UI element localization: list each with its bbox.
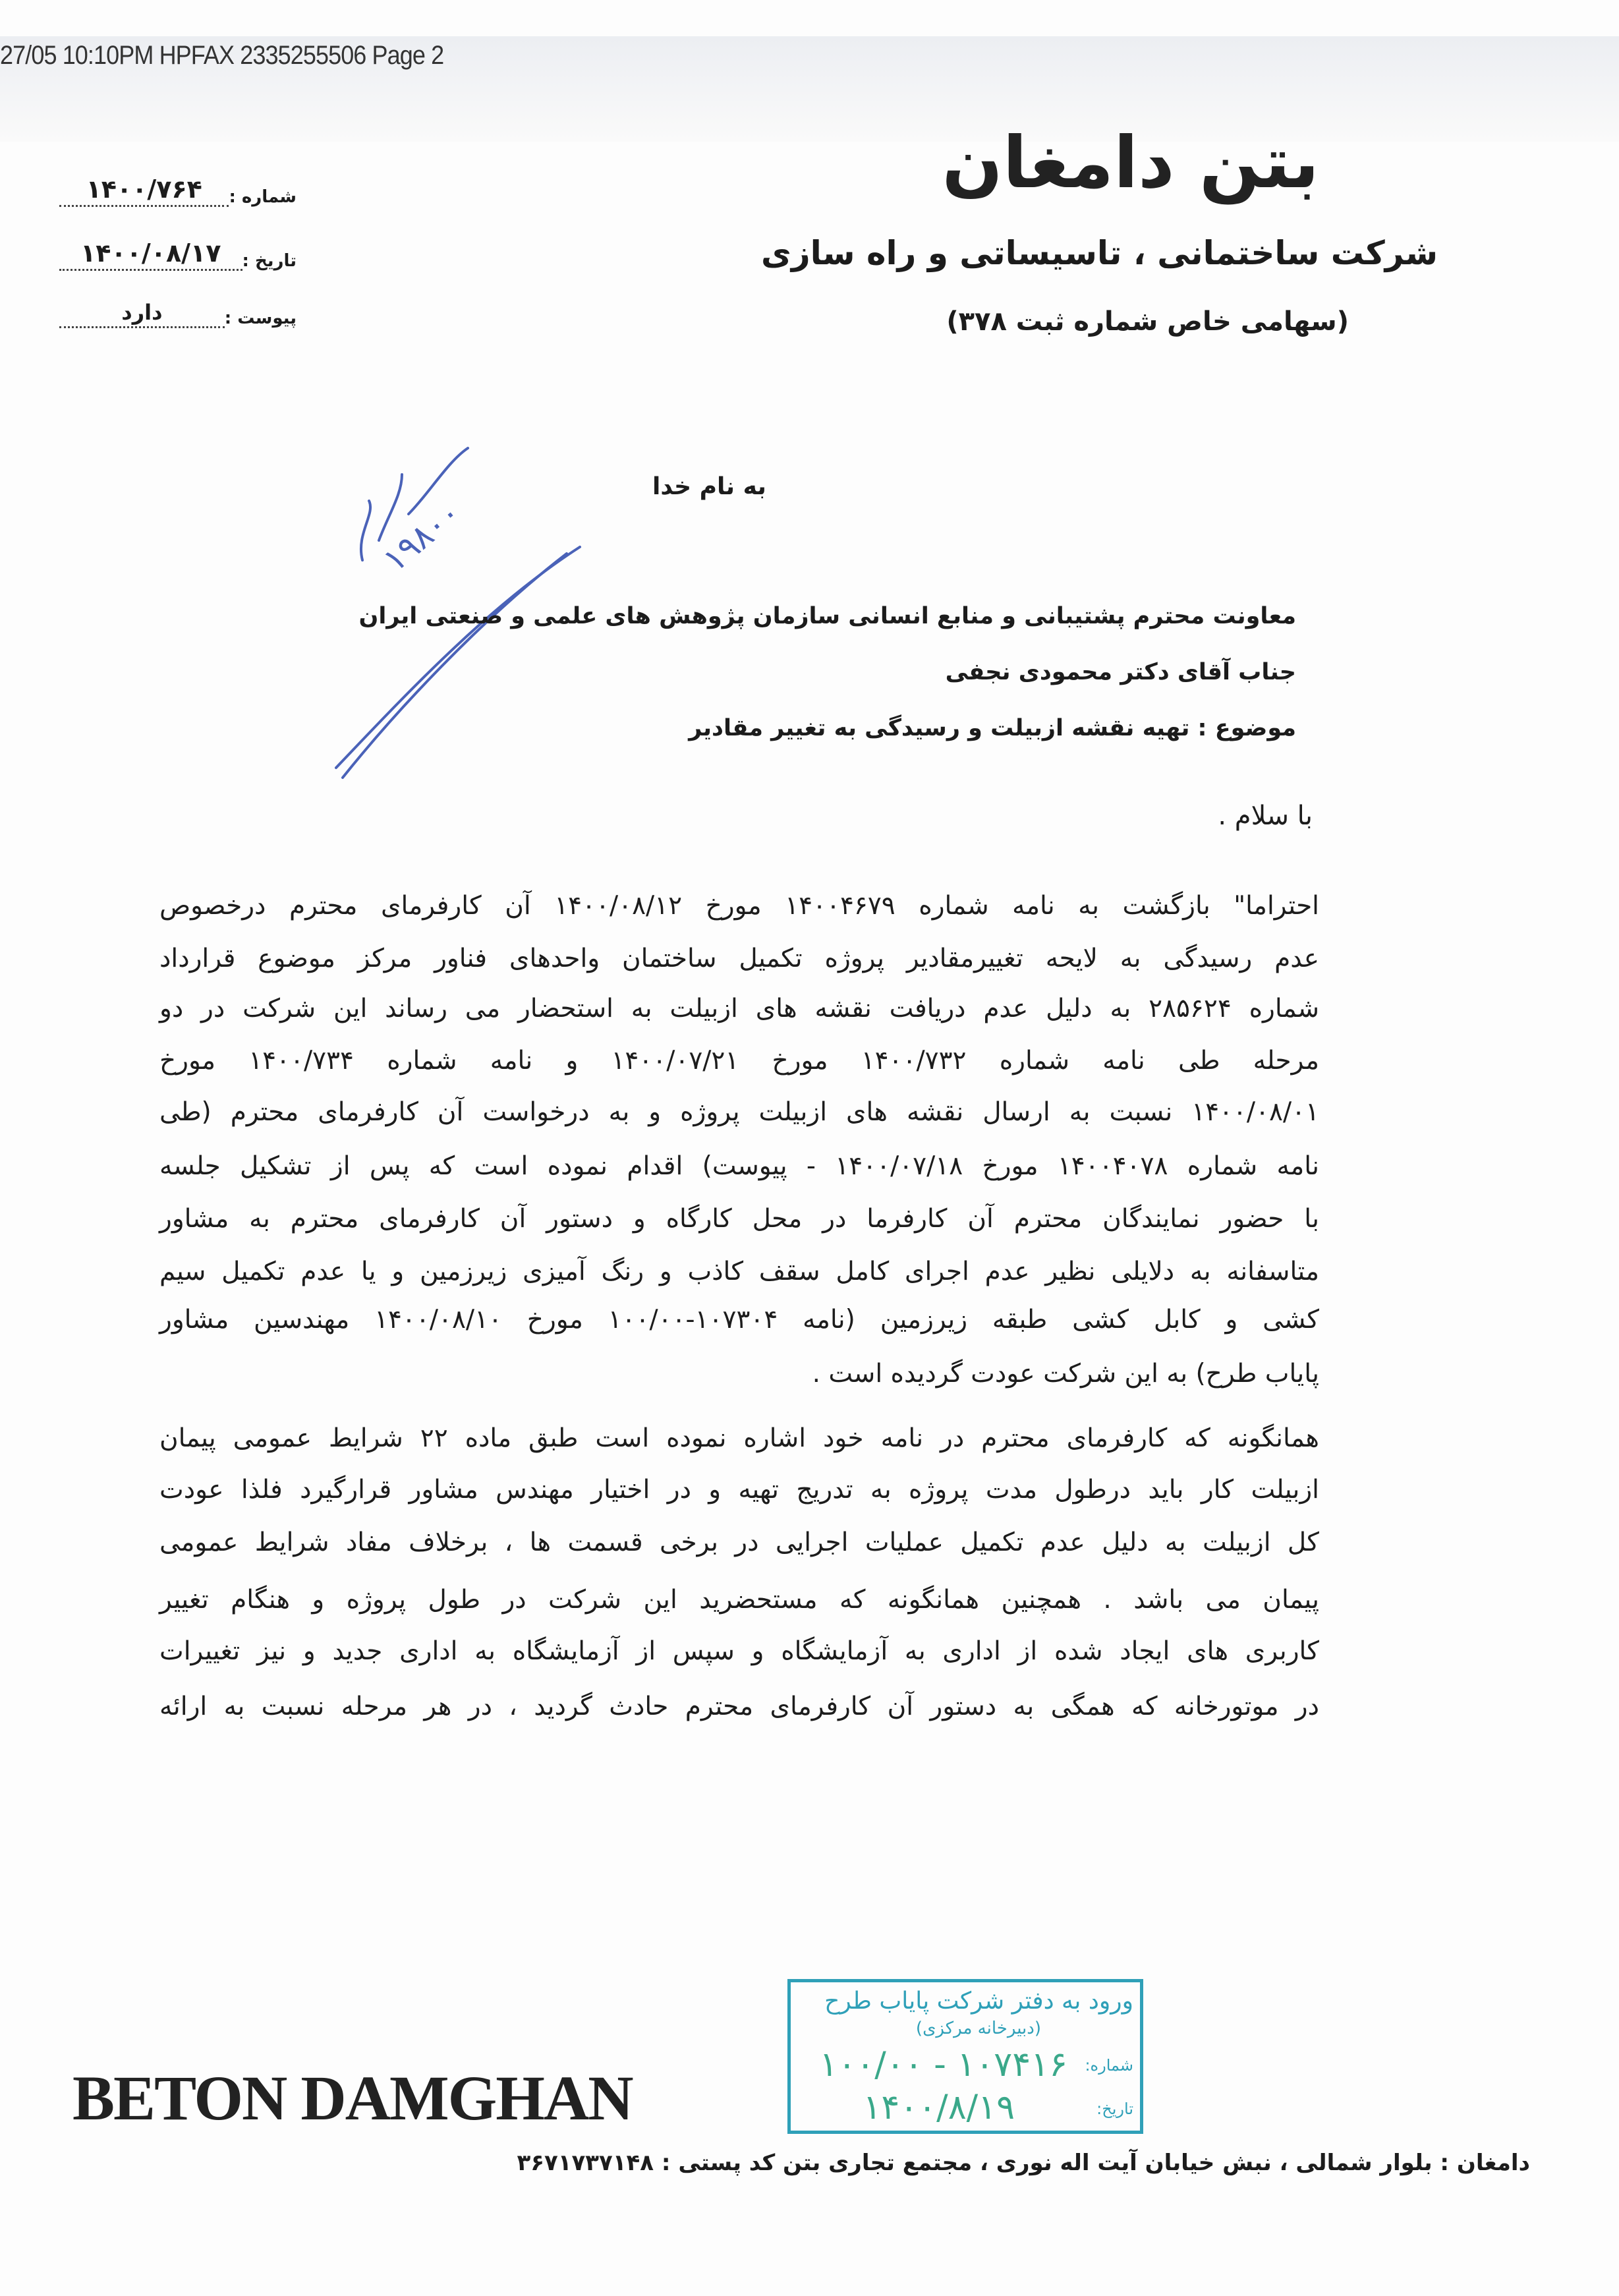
attachment-label: پیوست :	[224, 308, 297, 328]
subject-line: موضوع : تهیه نقشه ازبیلت و رسیدگی به تغییر مقادیر	[689, 715, 1296, 741]
stamp-number-label: شماره:	[1085, 2056, 1133, 2075]
bismillah: به نام خدا	[652, 473, 766, 500]
date-value: ۱۴۰۰/۰۸/۱۷	[59, 239, 242, 271]
stamp-date-label: تاریخ:	[1096, 2100, 1133, 2118]
body-line: با حضور نمایندگان محترم آن کارفرما در محل کارگاه و دستور آن کارفرمای محترم به مشاور	[159, 1204, 1319, 1234]
body-line: در موتورخانه که همگی به دستور آن کارفرمای محترم حادث گردید ، در هر مرحله نسبت به ارائه	[159, 1692, 1319, 1721]
addressee-line1: معاونت محترم پشتیبانی و منابع انسانی سازمان پژوهش های علمی و صنعتی ایران	[358, 603, 1296, 629]
date-label: تاریخ :	[242, 251, 297, 271]
attachment-value: دارد	[59, 300, 225, 328]
footer-brand: BETON DAMGHAN	[72, 2063, 633, 2133]
letter-attachment	[59, 300, 297, 328]
letterhead-title: بتن دامغان	[942, 122, 1319, 204]
fax-header: 27/05 10:10PM HPFAX 2335255506 Page 2	[0, 41, 444, 70]
letterhead-company: شرکت ساختمانی ، تاسیساتی و راه سازی	[761, 234, 1438, 272]
body-line: متاسفانه به دلایلی نظیر عدم اجرای کامل سقف کاذب و رنگ آمیزی زیرزمین و یا عدم تکمیل سیم	[159, 1257, 1319, 1286]
body-line: کشی و کابل کشی طبقه زیرزمین (نامه ۱۰۷۳۰۴-۱۰۰/۰۰ مورخ ۱۴۰۰/۰۸/۱۰ مهندسین مشاور	[159, 1305, 1319, 1335]
addressee-line2: جناب آقای دکتر محمودی نجفی	[945, 659, 1296, 685]
letterhead-registration: (سهامی خاص شماره ثبت ۳۷۸)	[946, 306, 1349, 337]
body-line: همانگونه که کارفرمای محترم در نامه خود اشاره نموده است طبق ماده ۲۲ شرایط عمومی پیمان	[159, 1423, 1319, 1453]
body-line: پایاب طرح) به این شرکت عودت گردیده است .	[812, 1359, 1319, 1389]
stamp-subtitle: (دبیرخانه مرکزی)	[915, 2019, 1041, 2038]
handwritten-note: ۱۹۸۰۰	[376, 493, 469, 580]
greeting: با سلام .	[1218, 801, 1313, 831]
letter-number	[59, 175, 297, 207]
body-line: نامه شماره ۱۴۰۰۴۰۷۸ مورخ ۱۴۰۰/۰۷/۱۸ - پیوست) اقدام نموده است که پس از تشکیل جلسه	[159, 1151, 1319, 1181]
body-line: ۱۴۰۰/۰۸/۰۱ نسبت به ارسال نقشه های ازبیلت پروژه و به درخواست آن کارفرمای محترم (طی	[159, 1097, 1319, 1127]
stamp-title: ورود به دفتر شرکت پایاب طرح	[824, 1988, 1133, 2015]
receipt-stamp	[787, 1979, 1143, 2134]
letter-date	[59, 239, 297, 271]
footer-address: دامغان : بلوار شمالی ، نبش خیابان آیت اله نوری ، مجتمع تجاری بتن کد پستی : ۳۶۷۱۷۳۷۱۴۸	[517, 2150, 1530, 2176]
number-value: ۱۴۰۰/۷۶۴	[59, 175, 229, 207]
number-label: شماره :	[229, 187, 297, 207]
body-line: احتراما" بازگشت به نامه شماره ۱۴۰۰۴۶۷۹ مورخ ۱۴۰۰/۰۸/۱۲ آن کارفرمای محترم درخصوص	[159, 891, 1320, 921]
body-line: مرحله طی نامه شماره ۱۴۰۰/۷۳۲ مورخ ۱۴۰۰/۰۷/۲۱ و نامه شماره ۱۴۰۰/۷۳۴ مورخ	[159, 1046, 1320, 1076]
body-line: کاربری های ایجاد شده از اداری به آزمایشگاه و سپس از آزمایشگاه به اداری جدید و نیز تغییرات	[159, 1636, 1319, 1666]
body-line: کل ازبیلت به دلیل عدم تکمیل عملیات اجرایی در برخی قسمت ها ، برخلاف مفاد شرایط عمومی	[159, 1528, 1319, 1557]
body-line: پیمان می باشد . همچنین همانگونه که مستحضرید این شرکت در طول پروژه و هنگام تغییر	[159, 1585, 1319, 1615]
stamp-date-value: ۱۴۰۰/۸/۱۹	[863, 2088, 1015, 2127]
body-line: ازبیلت کار باید درطول مدت پروژه به تدریج تهیه و در اختیار مهندس مشاور قرارگیرد فلذا عودت	[159, 1475, 1319, 1505]
stamp-number-value: ۱۰۷۴۱۶ - ۱۰۰/۰۰	[819, 2045, 1067, 2084]
body-line: عدم رسیدگی به لایحه تغییرمقادیر پروژه تکمیل ساختمان واحدهای فناور مرکز موضوع قرارداد	[159, 944, 1319, 973]
body-line: شماره ۲۸۵۶۲۴ به دلیل عدم دریافت نقشه های ازبیلت به استحضار می رساند این شرکت در دو	[159, 994, 1319, 1023]
